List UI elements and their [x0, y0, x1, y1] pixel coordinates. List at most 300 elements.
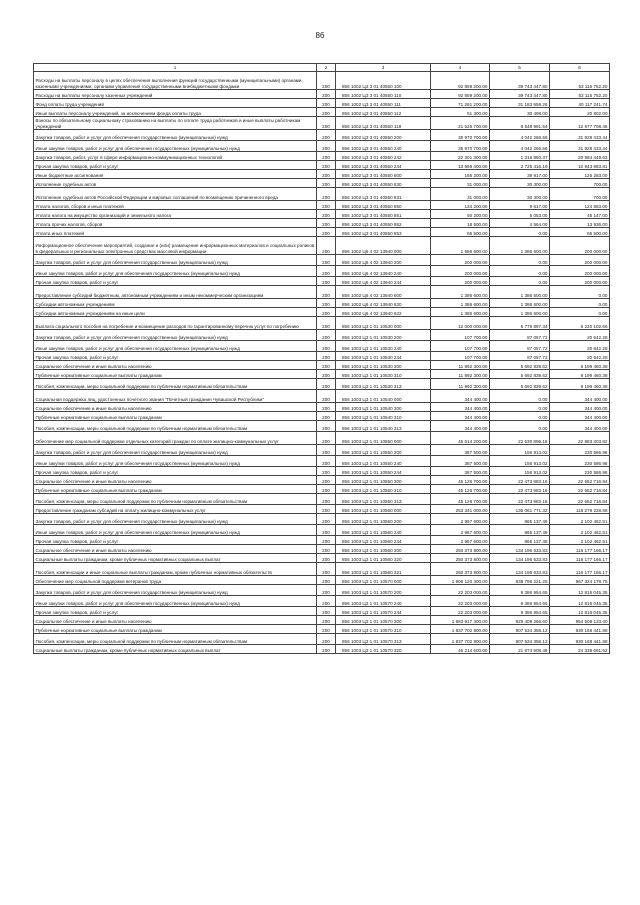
line-code: 200 [317, 90, 336, 99]
approved-amount: 1 586 600.00 [431, 237, 490, 255]
table-row [34, 330, 610, 341]
table-row [34, 179, 610, 188]
table-row [34, 255, 610, 266]
approved-amount: 92 859 200.00 [431, 90, 490, 99]
approved-amount: 344 400.00 [431, 412, 490, 421]
executed-amount: 0.00 [490, 403, 550, 412]
classification-code: 856 1003 Ц3 1 01 10560 200 [336, 514, 431, 525]
classification-code: 856 1002 Ц3 3 01 40550 110 [336, 90, 431, 99]
expense-name: Иные закупки товаров, работ и услуг для обеспечения государственных (муниципальных) нужд [34, 266, 317, 277]
expense-name: Уплата прочих налогов, сборов [34, 219, 317, 228]
expense-name: Взносы по обязательному социальному страхованию на выплаты по оплате труда работников и иные выплаты работникам учреждений [34, 117, 317, 130]
approved-amount: 2 967 600.00 [431, 525, 490, 536]
column-number: 1 [34, 64, 317, 72]
line-code: 200 [317, 237, 336, 255]
approved-amount: 107 700.00 [431, 352, 490, 361]
unexecuted-amount: 12 816 045.35 [550, 607, 610, 616]
unexecuted-amount: 31 928 433.44 [550, 141, 610, 152]
unexecuted-amount: 12 816 045.35 [550, 585, 610, 596]
classification-code: 856 1003 Ц3 1 01 10540 310 [336, 412, 431, 421]
expense-name: Пособия, компенсации, меры социальной поддержки по публичным нормативным обязательствам [34, 379, 317, 390]
table-row [34, 596, 610, 607]
table-row [34, 161, 610, 170]
executed-amount: 0.00 [490, 390, 550, 403]
approved-amount: 51 300.00 [431, 108, 490, 117]
approved-amount: 387 500.00 [431, 445, 490, 456]
classification-code: 856 1002 Ц6 4 02 13940 200 [336, 255, 431, 266]
approved-amount: 250 373 800.00 [431, 554, 490, 563]
unexecuted-amount: 20 642.28 [550, 330, 610, 341]
table-row [34, 505, 610, 514]
unexecuted-amount: 10 943 983.81 [550, 161, 610, 170]
approved-amount: 22 203 000.00 [431, 596, 490, 607]
line-code: 200 [317, 379, 336, 390]
line-code: 200 [317, 485, 336, 494]
approved-amount: 45 126 700.00 [431, 485, 490, 494]
approved-amount: 65 500.00 [431, 228, 490, 237]
table-row [34, 432, 610, 445]
line-code: 200 [317, 390, 336, 403]
table-row [34, 228, 610, 237]
approved-amount: 387 500.00 [431, 456, 490, 467]
executed-amount: 30 300.00 [490, 188, 550, 201]
executed-amount: 9 617.00 [490, 201, 550, 210]
expense-name: Иные выплаты персоналу учреждений, за исключением фонда оплаты труда [34, 108, 317, 117]
approved-amount: 344 400.00 [431, 421, 490, 432]
approved-amount: 50 200.00 [431, 210, 490, 219]
executed-amount: 865 137.49 [490, 525, 550, 536]
line-code: 200 [317, 432, 336, 445]
line-code: 200 [317, 219, 336, 228]
table-row [34, 421, 610, 432]
line-code: 200 [317, 228, 336, 237]
executed-amount: 5 692 839.62 [490, 361, 550, 370]
table-row [34, 485, 610, 494]
classification-code: 856 1002 Ц6 4 02 13940 000 [336, 237, 431, 255]
expense-name: Публичные нормативные социальные выплаты гражданам [34, 625, 317, 634]
expense-name: Публичные нормативные социальные выплаты гражданам [34, 370, 317, 379]
expense-name: Закупка товаров, работ и услуг для обеспечения государственных (муниципальных) нужд [34, 130, 317, 141]
classification-code: 856 1002 Ц3 3 01 40550 800 [336, 170, 431, 179]
line-code: 200 [317, 308, 336, 317]
unexecuted-amount: 20 642.28 [550, 341, 610, 352]
unexecuted-amount: 12 816 045.35 [550, 596, 610, 607]
line-code: 200 [317, 188, 336, 201]
line-code: 200 [317, 494, 336, 505]
table-row [34, 277, 610, 286]
unexecuted-amount: 40 117 241.74 [550, 99, 610, 108]
approved-amount: 35 970 700.00 [431, 141, 490, 152]
expense-name: Публичные нормативные социальные выплаты гражданам [34, 485, 317, 494]
table-row [34, 72, 610, 90]
unexecuted-amount: 0.00 [550, 308, 610, 317]
executed-amount: 907 534 358.12 [490, 625, 550, 634]
unexecuted-amount: 0.00 [550, 299, 610, 308]
expense-name: Прочая закупка товаров, работ и услуг [34, 277, 317, 286]
line-code: 200 [317, 130, 336, 141]
unexecuted-amount: 6 199 460.38 [550, 370, 610, 379]
executed-amount: 22 630 896.18 [490, 432, 550, 445]
expense-name: Предоставление субсидий бюджетным, автономным учреждениям и иным некоммерческим организациям [34, 286, 317, 299]
classification-code: 856 1003 Ц3 1 01 10550 310 [336, 485, 431, 494]
unexecuted-amount: 22 652 716.84 [550, 494, 610, 505]
expense-name: Социальное обеспечение и иные выплаты населению [34, 545, 317, 554]
table-row [34, 299, 610, 308]
expense-name: Субсидии автономным учреждениям [34, 299, 317, 308]
classification-code: 856 1003 Ц3 1 01 10560 300 [336, 545, 431, 554]
unexecuted-amount: 116 177 166.17 [550, 563, 610, 576]
expense-name: Уплата иных платежей [34, 228, 317, 237]
line-code: 200 [317, 170, 336, 179]
line-code: 200 [317, 505, 336, 514]
classification-code: 856 1003 Ц3 1 01 10550 300 [336, 476, 431, 485]
approved-amount: 45 126 700.00 [431, 494, 490, 505]
approved-amount: 200 000.00 [431, 277, 490, 286]
approved-amount: 200 000.00 [431, 266, 490, 277]
executed-amount: 1 386 600.00 [490, 237, 550, 255]
executed-amount: 1 316 850.37 [490, 152, 550, 161]
executed-amount: 1 386 600.00 [490, 286, 550, 299]
classification-code: 856 1002 Ц3 3 01 40550 112 [336, 108, 431, 117]
approved-amount: 13 669 400.00 [431, 161, 490, 170]
approved-amount: 92 859 200.00 [431, 72, 490, 90]
classification-code: 856 1002 Ц3 3 01 40550 111 [336, 99, 431, 108]
classification-code: 856 1002 Ц3 3 01 40550 119 [336, 117, 431, 130]
classification-code: 856 1002 Ц6 4 02 13940 600 [336, 286, 431, 299]
classification-code: 856 1003 Ц3 1 01 10550 000 [336, 432, 431, 445]
unexecuted-amount: 12 977 708.46 [550, 117, 610, 130]
approved-amount: 45 514 200.00 [431, 432, 490, 445]
unexecuted-amount: 230 586.98 [550, 445, 610, 456]
expense-name: Информационное обеспечение мероприятий, создание и (или) размещение информационных материалов и социальных роликов в федеральных и региональных электронных средствах массовой информации [34, 237, 317, 255]
column-number: 3 [336, 64, 431, 72]
approved-amount: 31 000.00 [431, 188, 490, 201]
executed-amount: 4 564.00 [490, 219, 550, 228]
line-code: 200 [317, 525, 336, 536]
expense-name: Прочая закупка товаров, работ и услуг [34, 467, 317, 476]
executed-amount: 9 386 954.65 [490, 607, 550, 616]
executed-amount: 929 409 266.60 [490, 616, 550, 625]
executed-amount: 0.00 [490, 421, 550, 432]
approved-amount: 22 203 000.00 [431, 607, 490, 616]
approved-amount: 387 500.00 [431, 467, 490, 476]
unexecuted-amount: 344 400.00 [550, 390, 610, 403]
table-row [34, 467, 610, 476]
table-row [34, 188, 610, 201]
classification-code: 856 1003 Ц3 1 01 10550 240 [336, 456, 431, 467]
classification-code: 856 1003 Ц3 1 01 10550 200 [336, 445, 431, 456]
unexecuted-amount: 700.00 [550, 179, 610, 188]
executed-amount: 30 498.00 [490, 108, 550, 117]
executed-amount: 22 473 983.16 [490, 476, 550, 485]
expense-name: Социальное обеспечение и иные выплаты населению [34, 476, 317, 485]
table-row [34, 210, 610, 219]
expense-name: Исполнение судебных актов Российской Федерации и мировых соглашений по возмещению причиненного вреда [34, 188, 317, 201]
expense-name: Иные закупки товаров, работ и услуг для обеспечения государственных (муниципальных) нужд [34, 596, 317, 607]
classification-code: 856 1002 Ц3 3 01 40550 851 [336, 210, 431, 219]
classification-code: 856 1003 Ц3 1 01 10530 244 [336, 352, 431, 361]
table-row [34, 361, 610, 370]
expense-name: Социальное обеспечение и иные выплаты населению [34, 616, 317, 625]
classification-code: 856 1003 Ц3 1 01 10530 240 [336, 341, 431, 352]
table-row [34, 585, 610, 596]
expense-name: Исполнение судебных актов [34, 179, 317, 188]
executed-amount: 1 386 600.00 [490, 299, 550, 308]
approved-amount: 1 837 702 800.00 [431, 634, 490, 645]
classification-code: 856 1003 Ц3 1 01 10570 310 [336, 625, 431, 634]
unexecuted-amount: 2 102 462.51 [550, 525, 610, 536]
approved-amount: 2 967 600.00 [431, 514, 490, 525]
approved-amount: 22 301 300.00 [431, 152, 490, 161]
line-code: 200 [317, 421, 336, 432]
line-code: 200 [317, 341, 336, 352]
line-code: 200 [317, 361, 336, 370]
expense-name: Социальная поддержка лиц, удостоенных почетного звания "Почетный гражданин Чувашской Республики" [34, 390, 317, 403]
executed-amount: 0.00 [490, 228, 550, 237]
line-code: 200 [317, 201, 336, 210]
expense-name: Иные бюджетные ассигнования [34, 170, 317, 179]
executed-amount: 5 692 839.62 [490, 379, 550, 390]
classification-code: 856 1003 Ц3 1 01 10540 300 [336, 403, 431, 412]
classification-code: 856 1002 Ц3 3 01 40550 200 [336, 130, 431, 141]
table-row [34, 514, 610, 525]
expense-name: Расходы на выплаты персоналу в целях обеспечения выполнения функций государственными (муниципальными) органами, казенными учреждениями, органами управления государственными внебюджетными фондами [34, 72, 317, 90]
unexecuted-amount: 344 400.00 [550, 421, 610, 432]
classification-code: 856 1003 Ц3 1 01 10560 321 [336, 563, 431, 576]
unexecuted-amount: 65 500.00 [550, 228, 610, 237]
expense-name: Прочая закупка товаров, работ и услуг [34, 536, 317, 545]
table-row [34, 317, 610, 330]
line-code: 200 [317, 563, 336, 576]
table-row [34, 390, 610, 403]
executed-amount: 938 796 221.25 [490, 576, 550, 585]
table-row [34, 352, 610, 361]
expense-name: Социальное обеспечение и иные выплаты населению [34, 361, 317, 370]
executed-amount: 865 137.49 [490, 536, 550, 545]
classification-code: 856 1003 Ц3 1 01 10530 300 [336, 361, 431, 370]
executed-amount: 5 053.00 [490, 210, 550, 219]
classification-code: 856 1002 Ц6 4 02 13940 240 [336, 266, 431, 277]
executed-amount: 9 386 954.65 [490, 585, 550, 596]
classification-code: 856 1003 Ц3 1 01 10540 313 [336, 421, 431, 432]
approved-amount: 1 906 120 400.00 [431, 576, 490, 585]
unexecuted-amount: 31 928 433.44 [550, 130, 610, 141]
line-code: 200 [317, 625, 336, 634]
line-code: 200 [317, 616, 336, 625]
approved-amount: 11 892 300.00 [431, 379, 490, 390]
page-number: 86 [315, 31, 325, 40]
unexecuted-amount: 24 339 691.52 [550, 645, 610, 654]
classification-code: 856 1003 Ц3 1 01 10530 200 [336, 330, 431, 341]
line-code: 200 [317, 403, 336, 412]
unexecuted-amount: 20 802.00 [550, 108, 610, 117]
unexecuted-amount: 125 283.00 [550, 170, 610, 179]
executed-amount: 134 196 633.83 [490, 563, 550, 576]
classification-code: 856 1003 Ц3 1 01 10570 313 [336, 634, 431, 645]
expense-name: Социальные выплаты гражданам, кроме публичных нормативных социальных выплат [34, 554, 317, 563]
line-code: 200 [317, 634, 336, 645]
classification-code: 856 1003 Ц3 1 01 10570 240 [336, 596, 431, 607]
line-code: 200 [317, 456, 336, 467]
table-row [34, 237, 610, 255]
expense-name: Иные закупки товаров, работ и услуг для обеспечения государственных (муниципальных) нужд [34, 456, 317, 467]
table-row [34, 90, 610, 99]
classification-code: 856 1003 Ц3 1 01 10560 240 [336, 525, 431, 536]
table-row [34, 525, 610, 536]
expense-name: Пособия, компенсации, меры социальной поддержки по публичным нормативным обязательствам [34, 494, 317, 505]
executed-amount: 87 057.72 [490, 330, 550, 341]
unexecuted-amount: 6 220 102.66 [550, 317, 610, 330]
table-row [34, 370, 610, 379]
line-code: 200 [317, 545, 336, 554]
expense-name: Пособия, компенсации, меры социальной поддержки по публичным нормативным обязательствам [34, 634, 317, 645]
table-row [34, 554, 610, 563]
classification-code: 856 1003 Ц3 1 01 10550 313 [336, 494, 431, 505]
approved-amount: 1 837 702 800.00 [431, 625, 490, 634]
unexecuted-amount: 53 115 752.20 [550, 90, 610, 99]
approved-amount: 2 967 600.00 [431, 536, 490, 545]
budget-table [33, 63, 610, 654]
line-code: 200 [317, 352, 336, 361]
table-row [34, 341, 610, 352]
expense-name: Выплата социального пособия на погребение и возмещение расходов по гарантированному перечню услуг по погребению [34, 317, 317, 330]
approved-amount: 1 386 600.00 [431, 299, 490, 308]
line-code: 200 [317, 72, 336, 90]
table-row [34, 645, 610, 654]
unexecuted-amount: 200 000.00 [550, 266, 610, 277]
table-row [34, 445, 610, 456]
line-code: 200 [317, 210, 336, 219]
classification-code: 856 1002 Ц3 3 01 40550 100 [336, 72, 431, 90]
approved-amount: 22 203 000.00 [431, 585, 490, 596]
classification-code: 856 1003 Ц3 1 01 10550 244 [336, 467, 431, 476]
line-code: 200 [317, 141, 336, 152]
approved-amount: 11 892 300.00 [431, 361, 490, 370]
expense-name: Закупка товаров, работ и услуг для обеспечения государственных (муниципальных) нужд [34, 255, 317, 266]
unexecuted-amount: 116 177 166.17 [550, 554, 610, 563]
approved-amount: 253 341 000.00 [431, 505, 490, 514]
line-code: 200 [317, 554, 336, 563]
unexecuted-amount: 20 642.28 [550, 352, 610, 361]
approved-amount: 107 700.00 [431, 330, 490, 341]
classification-code: 856 1003 Ц3 1 01 10570 000 [336, 576, 431, 585]
executed-amount: 2 725 416.19 [490, 161, 550, 170]
approved-amount: 250 373 800.00 [431, 563, 490, 576]
unexecuted-amount: 0.00 [550, 286, 610, 299]
classification-code: 856 1003 Ц3 1 01 10530 310 [336, 370, 431, 379]
line-code: 200 [317, 585, 336, 596]
executed-amount: 5 779 897.34 [490, 317, 550, 330]
approved-amount: 1 386 600.00 [431, 286, 490, 299]
unexecuted-amount: 930 168 441.88 [550, 625, 610, 634]
unexecuted-amount: 344 400.00 [550, 412, 610, 421]
unexecuted-amount: 118 279 228.68 [550, 505, 610, 514]
expense-name: Обеспечение мер социальной поддержки отдельных категорий граждан по оплате жилищно-коммунальных услуг [34, 432, 317, 445]
executed-amount: 39 743 447.80 [490, 72, 550, 90]
executed-amount: 907 534 358.12 [490, 634, 550, 645]
table-row [34, 201, 610, 210]
line-code: 200 [317, 277, 336, 286]
unexecuted-amount: 2 102 462.51 [550, 514, 610, 525]
table-row [34, 379, 610, 390]
classification-code: 856 1003 Ц3 1 01 10530 000 [336, 317, 431, 330]
expense-name: Уплата налогов, сборов и иных платежей [34, 201, 317, 210]
executed-amount: 1 386 600.00 [490, 308, 550, 317]
executed-amount: 156 913.02 [490, 456, 550, 467]
unexecuted-amount: 954 508 133.40 [550, 616, 610, 625]
approved-amount: 35 970 700.00 [431, 130, 490, 141]
line-code: 200 [317, 161, 336, 170]
expense-name: Социальное обеспечение и иные выплаты населению [34, 403, 317, 412]
approved-amount: 45 126 700.00 [431, 476, 490, 485]
executed-amount: 87 057.72 [490, 341, 550, 352]
column-number-row [34, 64, 610, 72]
line-code: 200 [317, 266, 336, 277]
expense-name: Закупка товаров, работ, услуг в сфере информационно-коммуникационных технологий [34, 152, 317, 161]
table-row [34, 545, 610, 554]
table-row [34, 476, 610, 485]
executed-amount: 0.00 [490, 266, 550, 277]
unexecuted-amount: 6 199 460.38 [550, 361, 610, 370]
approved-amount: 250 373 800.00 [431, 545, 490, 554]
expense-name: Закупка товаров, работ и услуг для обеспечения государственных (муниципальных) нужд [34, 585, 317, 596]
approved-amount: 21 526 700.00 [431, 117, 490, 130]
table-row [34, 576, 610, 585]
classification-code: 856 1003 Ц3 1 01 10570 244 [336, 607, 431, 616]
classification-code: 856 1002 Ц6 4 02 13940 620 [336, 299, 431, 308]
executed-amount: 156 913.02 [490, 467, 550, 476]
table-row [34, 117, 610, 130]
line-code: 200 [317, 445, 336, 456]
expense-name: Обеспечение мер социальной поддержки ветеранов труда [34, 576, 317, 585]
unexecuted-amount: 116 177 166.17 [550, 545, 610, 554]
unexecuted-amount: 53 115 752.20 [550, 72, 610, 90]
approved-amount: 11 892 300.00 [431, 370, 490, 379]
executed-amount: 135 061 771.32 [490, 505, 550, 514]
table-row [34, 108, 610, 117]
approved-amount: 344 400.00 [431, 390, 490, 403]
table-row [34, 152, 610, 161]
executed-amount: 39 743 447.80 [490, 90, 550, 99]
executed-amount: 8 548 991.54 [490, 117, 550, 130]
approved-amount: 200 000.00 [431, 255, 490, 266]
approved-amount: 71 281 200.00 [431, 99, 490, 108]
unexecuted-amount: 20 984 449.63 [550, 152, 610, 161]
table-row [34, 266, 610, 277]
expense-name: Закупка товаров, работ и услуг для обеспечения государственных (муниципальных) нужд [34, 445, 317, 456]
table-row [34, 563, 610, 576]
table-row [34, 634, 610, 645]
expense-name: Социальные выплаты гражданам, кроме публичных нормативных социальных выплат [34, 645, 317, 654]
table-row [34, 625, 610, 634]
approved-amount: 134 200.00 [431, 201, 490, 210]
approved-amount: 12 000 000.00 [431, 317, 490, 330]
expense-name: Уплата налога на имущество организаций и земельного налога [34, 210, 317, 219]
executed-amount: 21 874 908.48 [490, 645, 550, 654]
table-row [34, 99, 610, 108]
unexecuted-amount: 124 583.00 [550, 201, 610, 210]
expense-name: Закупка товаров, работ и услуг для обеспечения государственных (муниципальных) нужд [34, 330, 317, 341]
line-code: 200 [317, 467, 336, 476]
classification-code: 856 1002 Ц3 3 01 40550 831 [336, 188, 431, 201]
executed-amount: 22 473 983.16 [490, 485, 550, 494]
approved-amount: 1 883 917 400.00 [431, 616, 490, 625]
executed-amount: 4 042 266.56 [490, 141, 550, 152]
table-row [34, 130, 610, 141]
approved-amount: 107 700.00 [431, 341, 490, 352]
line-code: 200 [317, 286, 336, 299]
executed-amount: 22 473 983.16 [490, 494, 550, 505]
